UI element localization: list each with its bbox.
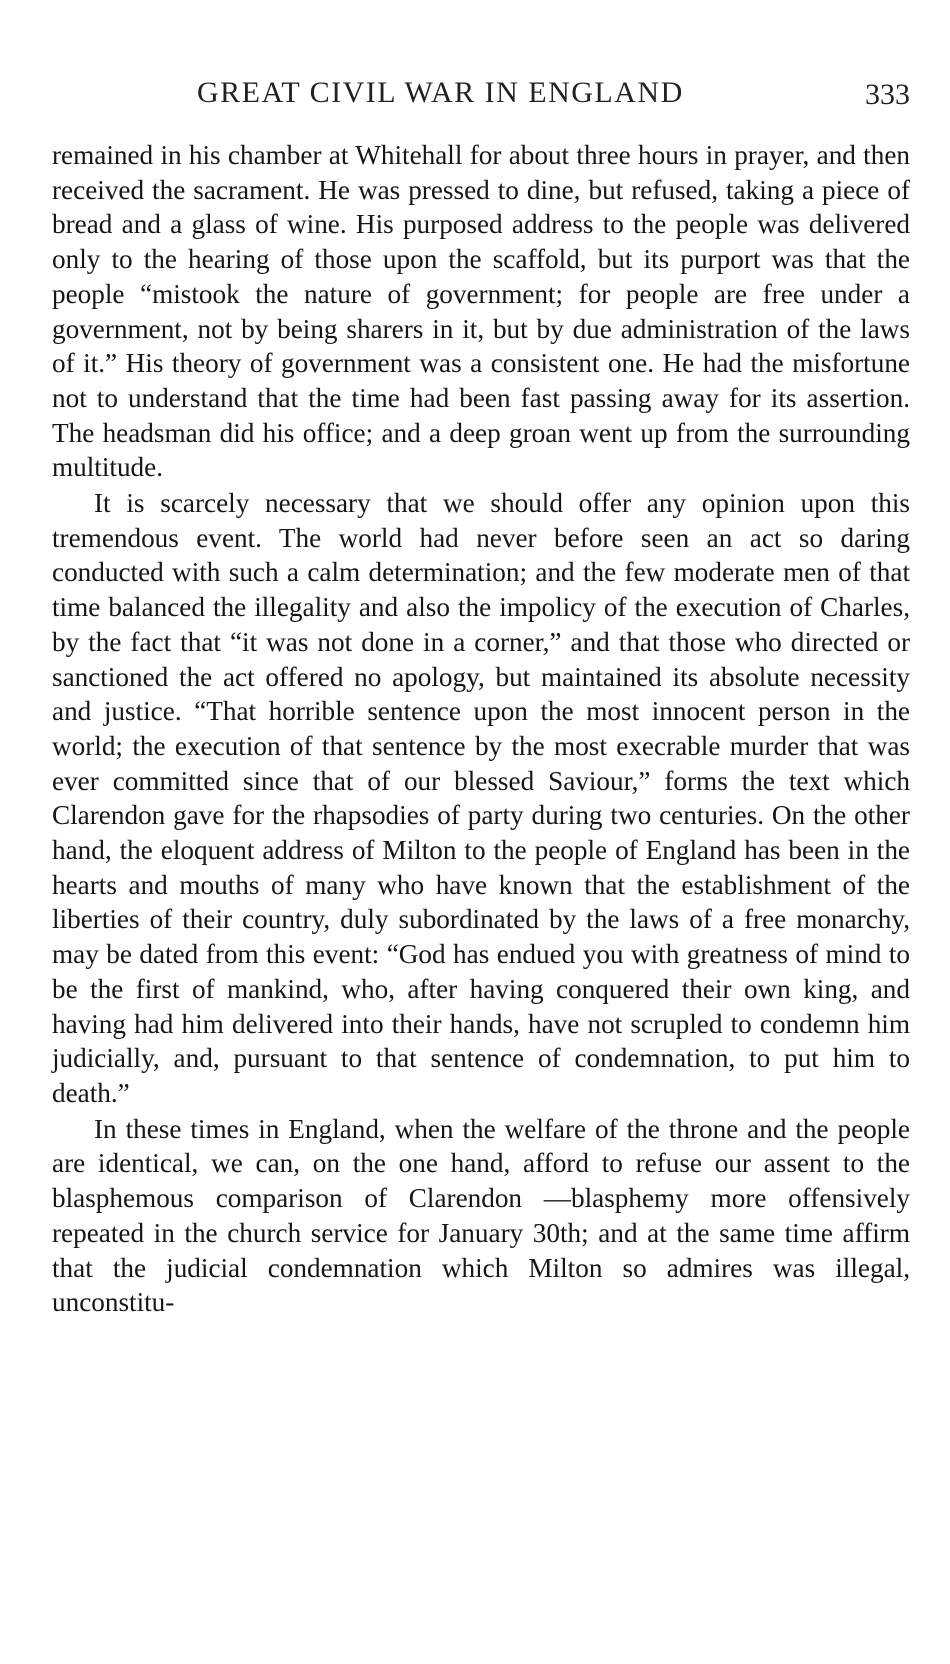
paragraph-tremendous-event: It is scarcely necessary that we should offer any opinion upon this tremendous event. The world had never before seen an act so daring conducted with such a calm determination; and the few moderate men of that time balanced the illegality and also the impolicy of the execution of Charles, by the fact that “it was not done in a corner,” and that those who directed or sanctioned the act offered no apology, but maintained its absolute necessity and justice. “That horrible sentence upon the most innocent person in the world; the execution of that sentence by the most execrable murder that was ever committed since that of our blessed Saviour,” forms the text which Clarendon gave for the rhapsodies of party during two centuries. On the other hand, the eloquent address of Milton to the people of England has been in the hearts and mouths of many who have known that the establishment of the liberties of their country, duly subordinated by the laws of a free monarchy, may be dated from this event: “God has endued you with greatness of mind to be the first of mankind, who, after having conquered their own king, and having had him delivered into their hands, have not scrupled to condemn him judicially, and, pursuant to that sentence of condemnation, to put him to death.” xyxy=(52,488,910,1108)
body-text xyxy=(52,138,910,1320)
page-header xyxy=(52,76,910,116)
paragraph-continued: remained in his chamber at Whitehall for about three hours in prayer, and then received the sacrament. He was pressed to dine, but refused, taking a piece of bread and a glass of wine. His purposed address to the people was delivered only to the hearing of those upon the scaffold, but its purport was that the people “mistook the nature of government; for people are free under a government, not by being sharers in it, but by due administration of the laws of it.” His theory of government was a consistent one. He had the misfortune not to understand that the time had been fast passing away for its assertion. The headsman did his office; and a deep groan went up from the surrounding multitude. xyxy=(52,140,910,483)
paragraph-these-times: In these times in England, when the welfare of the throne and the people are identical, we can, on the one hand, afford to refuse our assent to the blasphemous comparison of Clarendon —blasphemy more offensively repeated in the church service for January 30th; and at the same time affirm that the judicial condemnation which Milton so admires was illegal, unconstitu- xyxy=(52,1113,910,1318)
running-title: GREAT CIVIL WAR IN ENGLAND xyxy=(197,76,684,109)
page-number: 333 xyxy=(865,78,910,111)
